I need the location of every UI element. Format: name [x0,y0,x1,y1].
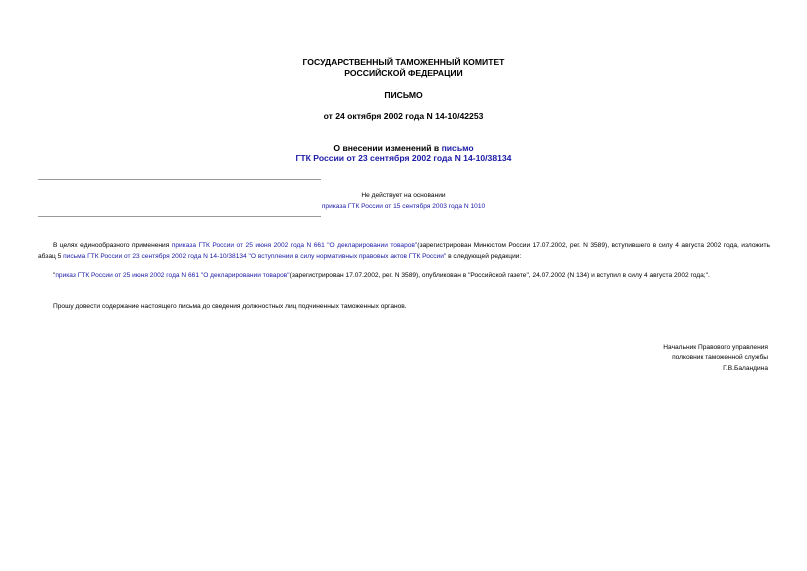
link-letter-38134[interactable]: письма ГТК России от 23 сентября 2002 года N 14-10/38134 "О вступлении в силу нормативных правовых актов ГТК России" [63,253,447,260]
doc-type-title: ПИСЬМО [384,90,423,100]
link-order-661[interactable]: приказа ГТК России от 25 июня 2002 года N 661 "О декларировании товаров" [171,242,418,249]
subject-prefix: О внесении изменений в [333,143,442,153]
body-paragraph-1: В целях единообразного применения приказа ГТК России от 25 июня 2002 года N 661 "О декларировании товаров"(зарегистрирован Минюстом России 17.07.2002, рег. N 3589), вступившего в силу 4 августа 2002 года, изложить абзац 5 письма ГТК России от 23 сентября 2002 года N 14-10/38134 "О вступлении в силу нормативных правовых актов ГТК России" в следующей редакции: [38,242,770,260]
subject-link-reference[interactable]: ГТК России от 23 сентября 2002 года N 14-10/38134 [295,153,512,163]
link-order-661-quoted[interactable]: приказ ГТК России от 25 июня 2002 года N 661 "О декларировании товаров" [55,272,290,279]
body-paragraph-3: Прошу довести содержание настоящего письма до сведения должностных лиц подчиненных таможенных органов. [53,303,407,310]
status-note-link[interactable]: приказа ГТК России от 15 сентября 2003 года N 1010 [321,203,486,210]
signature-name: Г.В.Баландина [723,365,768,372]
doc-date-number: от 24 октября 2002 года N 14-10/42253 [323,111,484,121]
org-name-line2: РОССИЙСКОЙ ФЕДЕРАЦИИ [344,68,463,78]
signature-rank: полковник таможенной службы [672,354,768,361]
signature-position: Начальник Правового управления [663,344,768,351]
subject-link-letter[interactable]: письмо [441,143,474,153]
divider-top [38,179,321,180]
divider-bottom [38,216,321,217]
org-name-line1: ГОСУДАРСТВЕННЫЙ ТАМОЖЕННЫЙ КОМИТЕТ [302,57,505,67]
body-paragraph-2: "приказ ГТК России от 25 июня 2002 года N 661 "О декларировании товаров"(зарегистрирован 17.07.2002, рег. N 3589), опубликован в "Российской газете", 24.07.2002 (N 134) и вступил в силу 4 августа 2002 года;". [53,272,710,279]
subject-line1 [0,143,807,153]
status-note-text: Не действует на основании [361,192,446,199]
